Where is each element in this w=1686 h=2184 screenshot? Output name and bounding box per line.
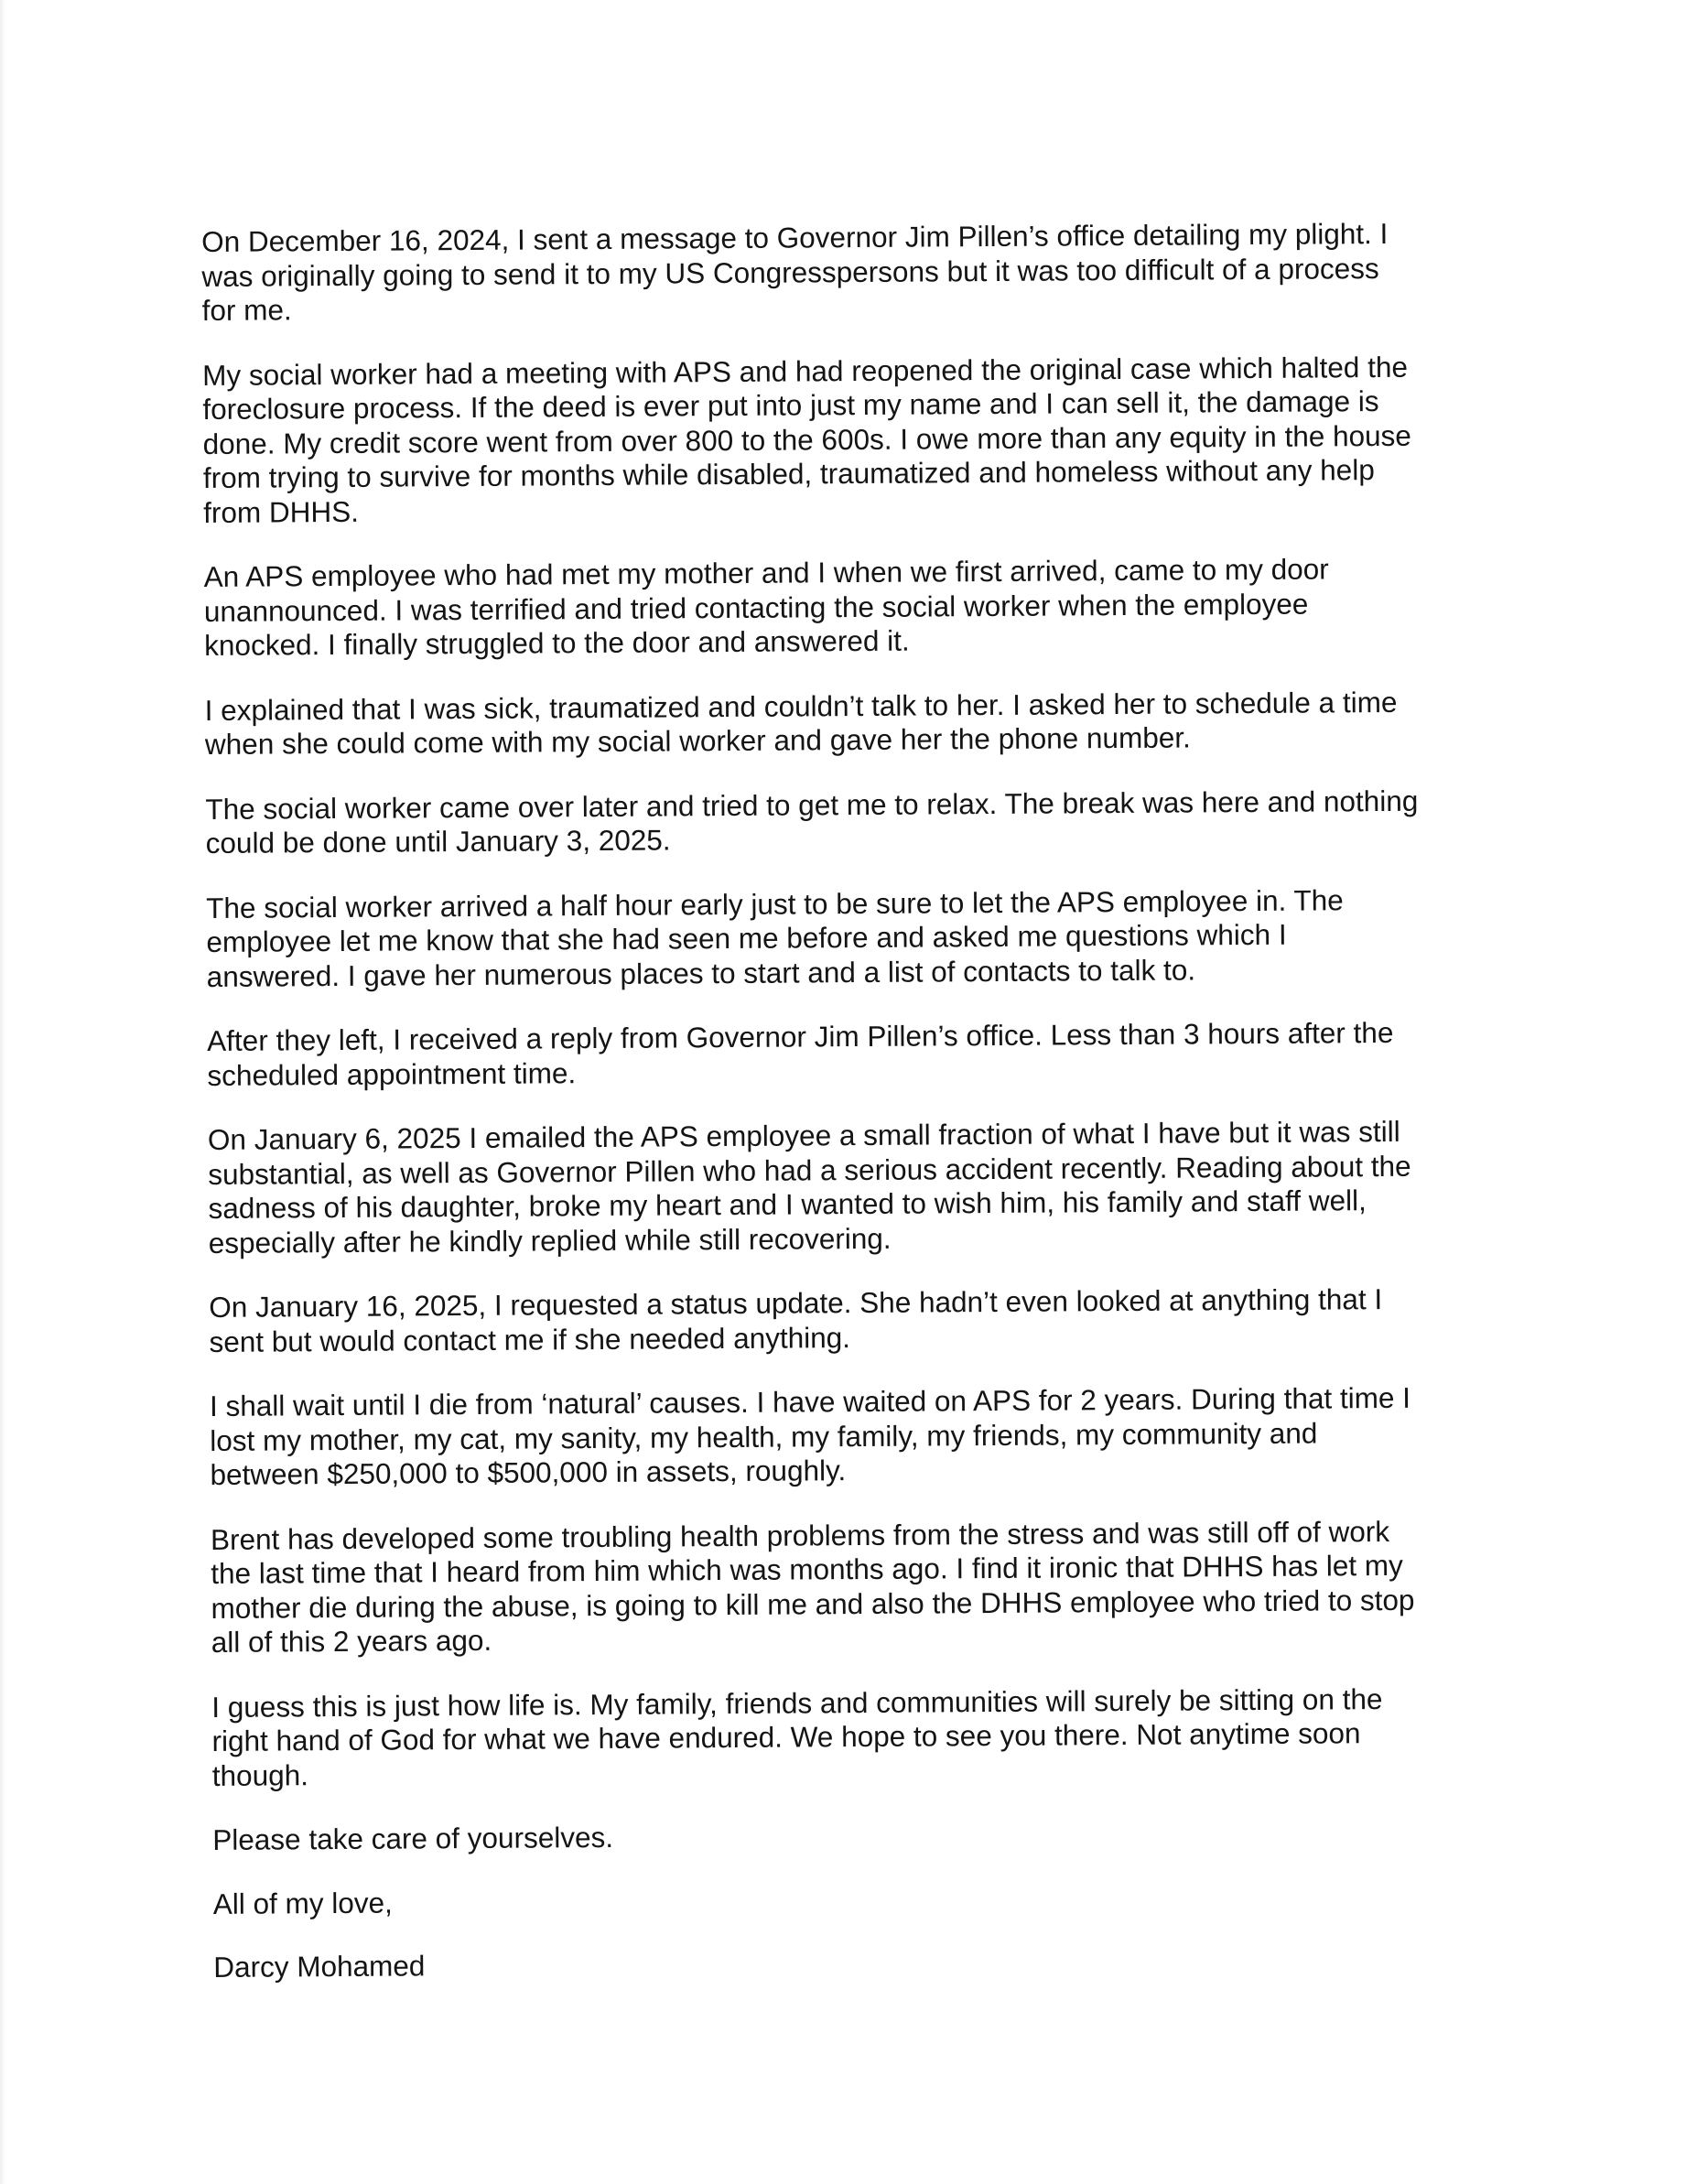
text-line: On January 6, 2025 I emailed the APS employee a small fraction of what I have but it was still: [207, 1114, 1400, 1156]
text-line: The social worker came over later and tried to get me to relax. The break was here and nothing: [205, 784, 1419, 826]
text-line: mother die during the abuse, is going to kill me and also the DHHS employee who tried to stop: [211, 1583, 1415, 1625]
text-line: scheduled appointment time.: [207, 1055, 577, 1092]
paragraph-12: [211, 1681, 1530, 1793]
text-line: was originally going to send it to my US Congresspersons but it was too difficult of a process: [201, 251, 1379, 293]
scan-edge-shadow: [0, 0, 5, 2184]
text-line: An APS employee who had met my mother and I when we first arrived, came to my door: [203, 552, 1329, 593]
text-line: I shall wait until I die from ‘natural’ causes. I have waited on APS for 2 years. During that time I: [209, 1380, 1411, 1422]
text-line: answered. I gave her numerous places to start and a list of contacts to talk to.: [206, 952, 1196, 993]
paragraph-3: [204, 551, 1523, 664]
text-line: On January 16, 2025, I requested a status update. She hadn’t even looked at anything that I: [209, 1282, 1383, 1324]
text-line: right hand of God for what we have endured. We hope to see you there. Not anytime soon: [211, 1716, 1361, 1757]
text-line: After they left, I received a reply from Governor Jim Pillen’s office. Less than 3 hours after the: [207, 1015, 1394, 1057]
paragraph-5: [205, 783, 1523, 860]
text-line: for me.: [201, 293, 292, 327]
text-line: Brent has developed some troubling health problems from the stress and was still off of work: [210, 1514, 1390, 1556]
text-line: sent but would contact me if she needed anything.: [209, 1320, 851, 1358]
paragraph-7: [207, 1015, 1525, 1093]
valediction: All of my love,: [212, 1886, 393, 1920]
text-line: when she could come with my social worker and gave her the phone number.: [204, 720, 1191, 761]
text-line: foreclosure process. If the deed is ever put into just my name and I can sell it, the damage is: [202, 384, 1379, 426]
text-line: lost my mother, my cat, my sanity, my health, my family, my friends, my community and: [210, 1416, 1318, 1457]
paragraph-11: [211, 1513, 1529, 1660]
paragraph-2: [202, 349, 1521, 530]
text-line: especially after he kindly replied while still recovering.: [208, 1221, 892, 1260]
letter-body: [201, 216, 1531, 1985]
text-line: though.: [211, 1757, 309, 1792]
text-line: I explained that I was sick, traumatized and couldn’t talk to her. I asked her to schedule a time: [204, 685, 1398, 727]
paragraph-8: [208, 1114, 1527, 1260]
text-line: The social worker arrived a half hour early just to be sure to let the APS employee in. The: [206, 882, 1344, 924]
text-line: employee let me know that she had seen me before and asked me questions which I: [206, 917, 1287, 958]
text-line: from trying to survive for months while disabled, traumatized and homeless without any help: [202, 453, 1375, 494]
text-line: between $250,000 to $500,000 in assets, roughly.: [210, 1454, 847, 1491]
closing-line: Please take care of yourselves.: [212, 1820, 614, 1856]
text-line: from DHHS.: [203, 494, 360, 529]
signature-name: Darcy Mohamed: [213, 1949, 426, 1984]
text-line: My social worker had a meeting with APS and had reopened the original case which halted the: [202, 350, 1409, 392]
text-line: I guess this is just how life is. My family, friends and communities will surely be sitting on the: [211, 1681, 1383, 1724]
text-line: done. My credit score went from over 800 to the 600s. I owe more than any equity in the house: [202, 418, 1411, 460]
text-line: the last time that I heard from him which was months ago. I find it ironic that DHHS has let my: [211, 1548, 1403, 1590]
paragraph-1: [201, 216, 1520, 329]
text-line: On December 16, 2024, I sent a message to Governor Jim Pillen’s office detailing my plight. I: [201, 216, 1389, 258]
text-line: could be done until January 3, 2025.: [205, 823, 671, 860]
paragraph-10: [210, 1380, 1529, 1493]
text-line: all of this 2 years ago.: [211, 1623, 492, 1659]
paragraph-4: [205, 684, 1523, 762]
text-line: substantial, as well as Governor Pillen who had a serious accident recently. Reading about the: [208, 1149, 1411, 1191]
text-line: knocked. I finally struggled to the door and answered it.: [204, 623, 910, 662]
paragraph-6: [206, 881, 1525, 994]
paragraph-9: [209, 1281, 1527, 1359]
text-line: sadness of his daughter, broke my heart and I wanted to wish him, his family and staff well,: [208, 1184, 1367, 1225]
text-line: unannounced. I was terrified and tried contacting the social worker when the employee: [203, 587, 1309, 628]
